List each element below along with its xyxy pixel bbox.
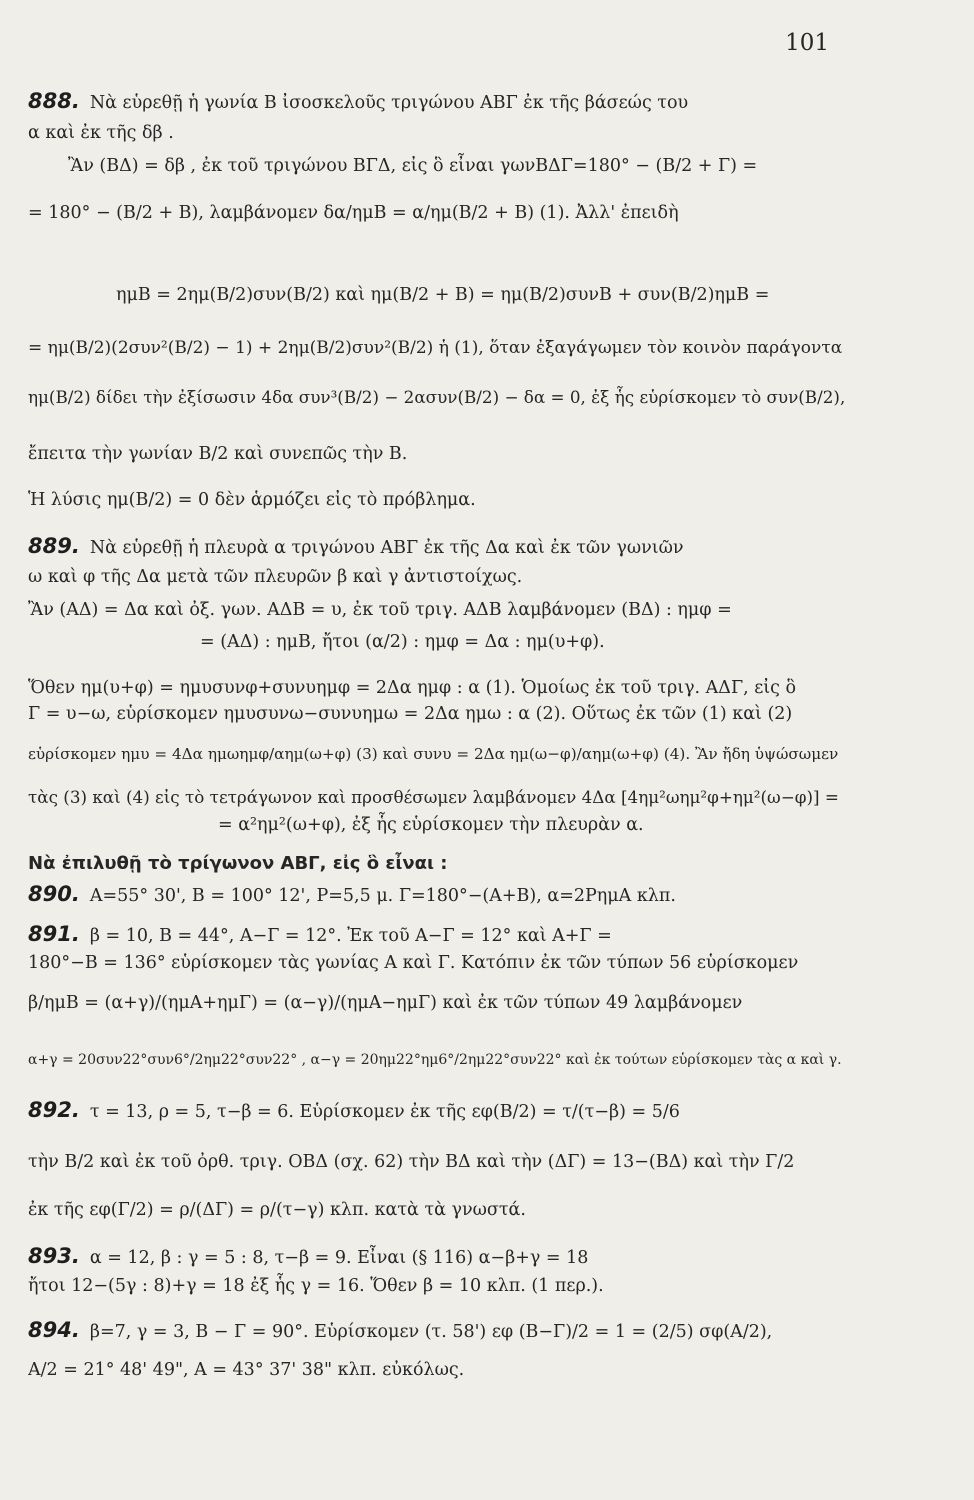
line-text: = 180° − (Β/2 + Β), λαμβάνομεν δα/ημΒ = α/ημ(Β/2 + Β) (1). Ἀλλ' ἐπειδὴ: [28, 203, 679, 223]
problem-number: 888.: [28, 89, 80, 113]
line-text: Α=55° 30', Β = 100° 12', Ρ=5,5 μ. Γ=180°−(Α+Β), α=2ΡημΑ κλπ.: [89, 886, 676, 906]
line: [28, 1197, 848, 1223]
line: [28, 675, 848, 701]
line-text: τ = 13, ρ = 5, τ−β = 6. Εὑρίσκομεν ἐκ τῆς εφ(Β/2) = τ/(τ−β) = 5/6: [89, 1102, 680, 1122]
line-text: ω καὶ φ τῆς Δα μετὰ τῶν πλευρῶν β καὶ γ ἀντιστοίχως.: [28, 567, 523, 587]
line-text: = (ΑΔ) : ημΒ, ἤτοι (α/2) : ημφ = Δα : ημ(υ+φ).: [200, 632, 605, 652]
problem-number: 889.: [28, 534, 80, 558]
problem-number: 893.: [28, 1244, 80, 1268]
line: [28, 335, 848, 361]
section-heading: Νὰ ἐπιλυθῇ τὸ τρίγωνον ΑΒΓ, εἰς ὃ εἶναι :: [28, 853, 448, 874]
line: [28, 1243, 848, 1271]
line-text: Ὅθεν ημ(υ+φ) = ημυσυνφ+συνυημφ = 2Δα ημφ : α (1). Ὁμοίως ἐκ τοῦ τριγ. ΑΔΓ, εἰς ὃ: [28, 678, 797, 698]
line: [28, 1149, 848, 1175]
line-text: Νὰ εὑρεθῇ ἡ πλευρὰ α τριγώνου ΑΒΓ ἐκ τῆς Δα καὶ ἐκ τῶν γωνιῶν: [89, 538, 684, 558]
line: [28, 533, 848, 561]
line: [28, 1047, 848, 1073]
line: [28, 1273, 848, 1299]
line-text: Νὰ εὑρεθῇ ἡ γωνία Β ἰσοσκελοῦς τριγώνου ΑΒΓ ἐκ τῆς βάσεώς του: [89, 93, 689, 113]
line: [28, 784, 848, 810]
line-text: α καὶ ἐκ τῆς δβ .: [28, 123, 174, 143]
line: [116, 282, 848, 308]
line: [28, 990, 848, 1016]
line: [28, 1317, 848, 1345]
problem-number: 891.: [28, 922, 80, 946]
line: [28, 384, 848, 410]
page-number: 101: [785, 30, 829, 56]
line-text: β=7, γ = 3, Β − Γ = 90°. Εὑρίσκομεν (τ. 58') εφ (Β−Γ)/2 = 1 = (2/5) σφ(Α/2),: [89, 1322, 773, 1342]
line: [28, 950, 848, 976]
line: [28, 597, 848, 623]
line: [218, 812, 848, 838]
line: [28, 564, 848, 590]
line: [28, 487, 848, 513]
line-text: ἔπειτα τὴν γωνίαν Β/2 καὶ συνεπῶς τὴν Β.: [28, 444, 408, 464]
line: [28, 88, 848, 116]
line-text: 180°−Β = 136° εὑρίσκομεν τὰς γωνίας Α καὶ Γ. Κατόπιν ἐκ τῶν τύπων 56 εὑρίσκομεν: [28, 953, 799, 973]
line-text: ημΒ = 2ημ(Β/2)συν(Β/2) καὶ ημ(Β/2 + Β) = ημ(Β/2)συνΒ + συν(Β/2)ημΒ =: [116, 285, 770, 305]
line-text: Ἂν (ΒΔ) = δβ , ἐκ τοῦ τριγώνου ΒΓΔ, εἰς ὃ εἶναι γωνΒΔΓ=180° − (Β/2 + Γ) =: [68, 156, 758, 176]
line-text: ἤτοι 12−(5γ : 8)+γ = 18 ἐξ ἧς γ = 16. Ὅθεν β = 10 κλπ. (1 περ.).: [28, 1276, 604, 1296]
problem-number: 892.: [28, 1098, 80, 1122]
line: [28, 741, 848, 767]
problem-number: 894.: [28, 1318, 80, 1342]
line-text: ημ(Β/2) δίδει τὴν ἐξίσωσιν 4δα συν³(Β/2) − 2ασυν(Β/2) − δα = 0, ἐξ ἧς εὑρίσκομεν τὸ συν(Β/2),: [28, 387, 846, 407]
line-text: εὑρίσκομεν ημυ = 4Δα ημωημφ/αημ(ω+φ) (3) καὶ συνυ = 2Δα ημ(ω−φ)/αημ(ω+φ) (4). Ἂν ἤδη ὑψώσωμεν: [28, 745, 839, 763]
line-text: Ἂν (ΑΔ) = Δα καὶ ὀξ. γων. ΑΔΒ = υ, ἐκ τοῦ τριγ. ΑΔΒ λαμβάνομεν (ΒΔ) : ημφ =: [28, 600, 732, 620]
line: [28, 851, 848, 877]
line: [28, 921, 848, 949]
line-text: β = 10, Β = 44°, Α−Γ = 12°. Ἐκ τοῦ Α−Γ = 12° καὶ Α+Γ =: [89, 926, 612, 946]
line-text: τὰς (3) καὶ (4) εἰς τὸ τετράγωνον καὶ προσθέσωμεν λαμβάνομεν 4Δα [4ημ²ωημ²φ+ημ²(ω−φ)] =: [28, 787, 839, 807]
line: [28, 120, 848, 146]
line-text: = α²ημ²(ω+φ), ἐξ ἧς εὑρίσκομεν τὴν πλευρὰν α.: [218, 815, 644, 835]
line: [28, 881, 848, 909]
line-text: Ἡ λύσις ημ(Β/2) = 0 δὲν ἁρμόζει εἰς τὸ πρόβλημα.: [28, 490, 476, 510]
line: [28, 200, 848, 226]
line: [28, 1357, 848, 1383]
line-text: α = 12, β : γ = 5 : 8, τ−β = 9. Εἶναι (§ 116) α−β+γ = 18: [89, 1248, 589, 1268]
problem-number: 890.: [28, 882, 80, 906]
line: [28, 1097, 848, 1125]
line-text: τὴν Β/2 καὶ ἐκ τοῦ ὀρθ. τριγ. ΟΒΔ (σχ. 62) τὴν ΒΔ καὶ τὴν (ΔΓ) = 13−(ΒΔ) καὶ τὴν Γ/2: [28, 1152, 795, 1172]
line: [28, 441, 848, 467]
line: [200, 629, 848, 655]
line-text: ἐκ τῆς εφ(Γ/2) = ρ/(ΔΓ) = ρ/(τ−γ) κλπ. κατὰ τὰ γνωστά.: [28, 1200, 526, 1220]
line-text: β/ημΒ = (α+γ)/(ημΑ+ημΓ) = (α−γ)/(ημΑ−ημΓ) καὶ ἐκ τῶν τύπων 49 λαμβάνομεν: [28, 993, 743, 1013]
line: [28, 701, 848, 727]
line-text: Γ = υ−ω, εὑρίσκομεν ημυσυνω−συνυημω = 2Δα ημω : α (2). Οὕτως ἐκ τῶν (1) καὶ (2): [28, 704, 793, 724]
line-text: α+γ = 20συν22°συν6°/2ημ22°συν22° , α−γ = 20ημ22°ημ6°/2ημ22°συν22° καὶ ἐκ τούτων εὑρίσκομεν τὰς α καὶ γ.: [28, 1052, 842, 1068]
line-text: Α/2 = 21° 48' 49", Α = 43° 37' 38" κλπ. εὐκόλως.: [28, 1360, 465, 1380]
line-text: = ημ(Β/2)(2συν²(Β/2) − 1) + 2ημ(Β/2)συν²(Β/2) ἡ (1), ὅταν ἐξαγάγωμεν τὸν κοινὸν παράγοντα: [28, 338, 843, 358]
line: [68, 153, 848, 179]
